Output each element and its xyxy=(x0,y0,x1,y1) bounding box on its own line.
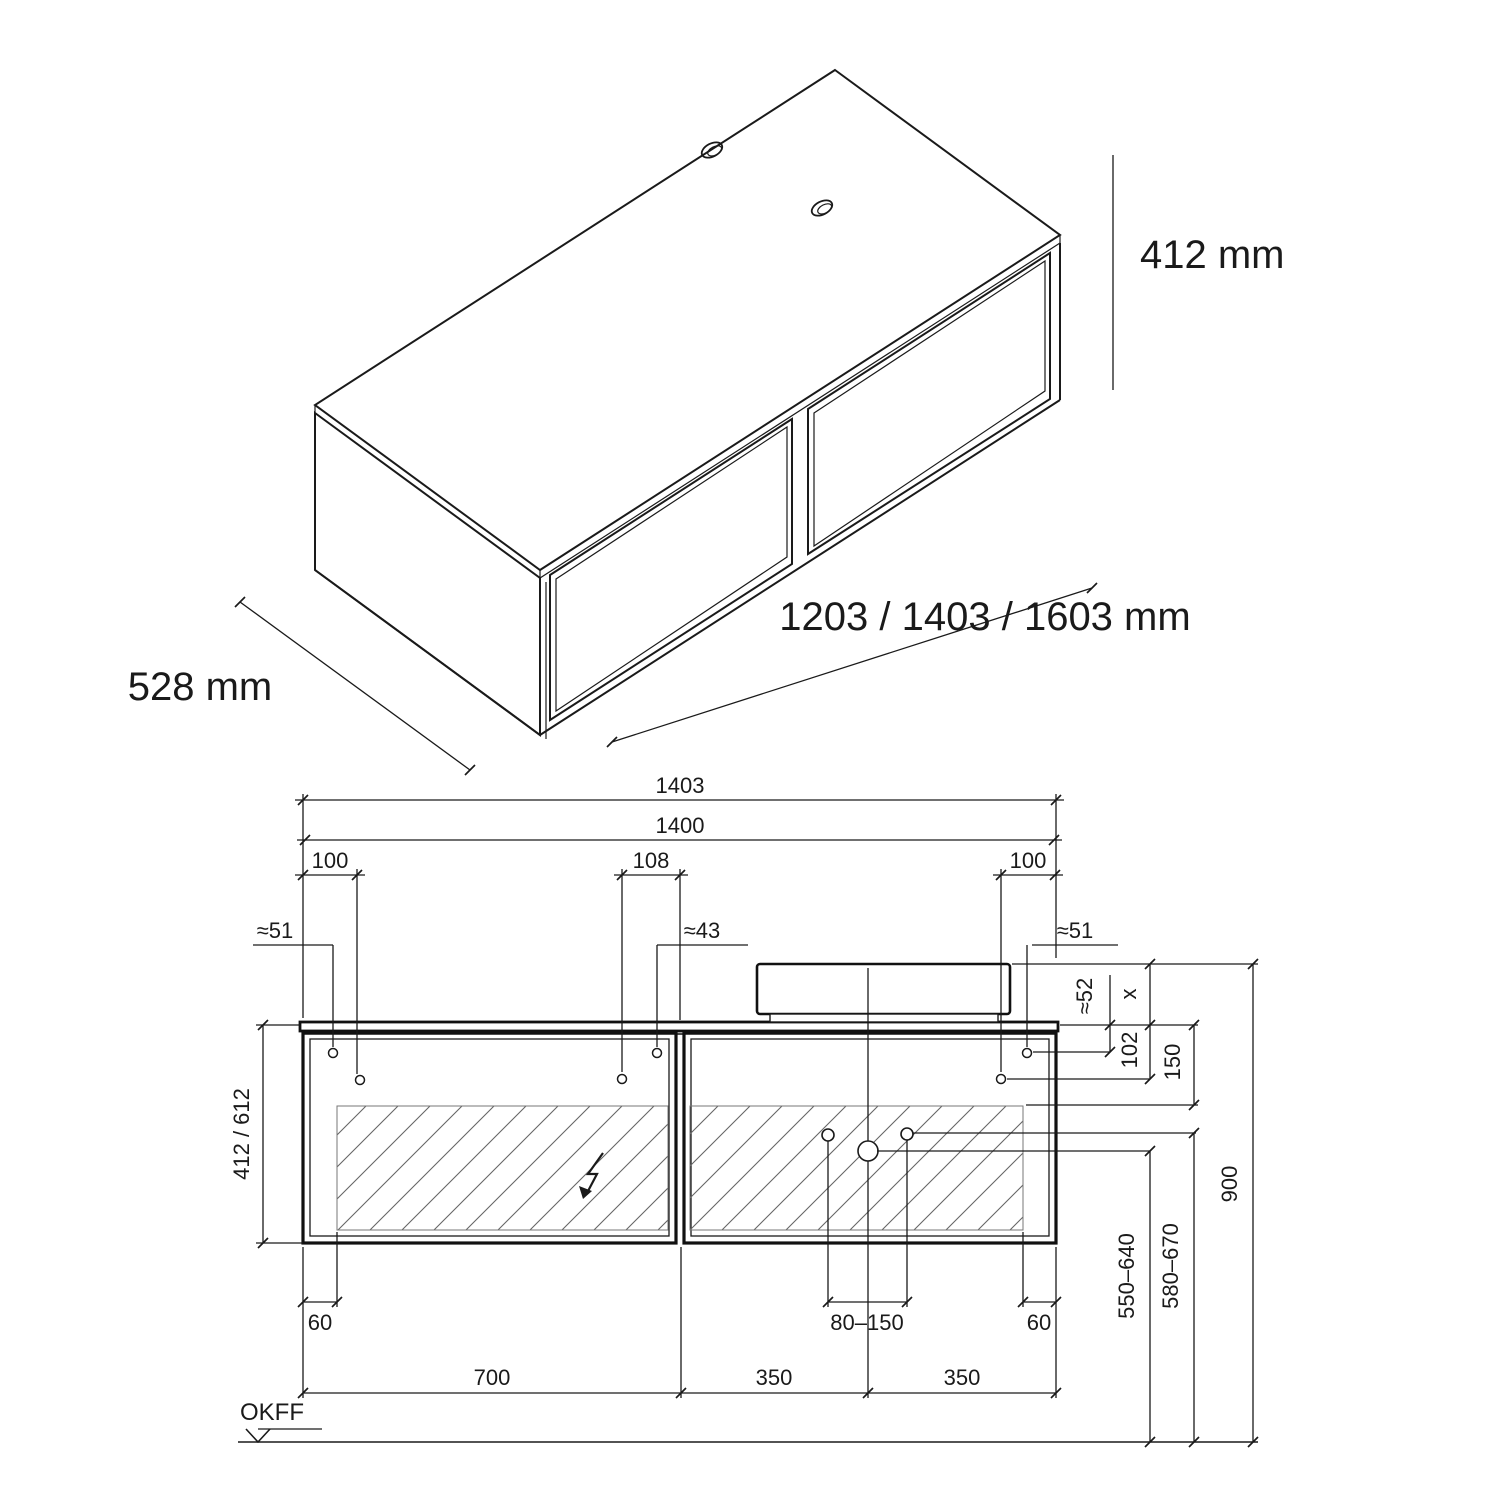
iso-right-drawer-front xyxy=(808,253,1050,554)
tap-hole-icon xyxy=(809,197,835,219)
service-zone-right xyxy=(690,1106,1023,1230)
dim-550-640: 550–640 xyxy=(1114,1233,1139,1319)
dim-60-left: 60 xyxy=(307,1310,333,1335)
dim-1403: 1403 xyxy=(655,773,705,798)
dim-approx51-right: ≈51 xyxy=(1056,918,1094,943)
dim-700: 700 xyxy=(473,1365,511,1390)
countertop xyxy=(300,1022,1058,1031)
connection-point xyxy=(822,1129,834,1141)
dim-900: 900 xyxy=(1217,1165,1242,1203)
dim-350-right: 350 xyxy=(943,1365,981,1390)
dim-350-left: 350 xyxy=(755,1365,793,1390)
dim-approx43: ≈43 xyxy=(683,918,721,943)
service-zone-left xyxy=(337,1106,668,1230)
iso-right-drawer-inner xyxy=(814,261,1045,546)
iso-slab-edge xyxy=(315,243,1060,578)
datum-level-icon xyxy=(246,1429,270,1442)
dim-580-670: 580–670 xyxy=(1158,1223,1183,1309)
iso-bottom-edges xyxy=(315,400,1060,735)
iso-left-drawer-front xyxy=(550,419,792,720)
dim-150: 150 xyxy=(1160,1043,1185,1081)
connection-point xyxy=(901,1128,913,1140)
dim-108: 108 xyxy=(632,848,670,873)
dim-80-150: 80–150 xyxy=(830,1310,904,1335)
dim-approx52: ≈52 xyxy=(1072,977,1097,1015)
basin xyxy=(757,964,1010,1022)
iso-left-drawer-inner xyxy=(556,427,787,711)
iso-left-face xyxy=(315,413,540,735)
elevation-view xyxy=(229,773,1258,1447)
dim-100-left: 100 xyxy=(311,848,349,873)
iso-depth-dim-line xyxy=(240,602,470,770)
dim-1400: 1400 xyxy=(655,813,705,838)
iso-height-label: 412 mm xyxy=(1140,233,1285,277)
dim-102: 102 xyxy=(1117,1031,1142,1069)
dim-412-612: 412 / 612 xyxy=(229,1088,254,1180)
okff-label: OKFF xyxy=(240,1399,304,1426)
iso-dimensions xyxy=(128,155,1285,775)
dim-x: x xyxy=(1116,988,1141,1000)
dim-approx51-left: ≈51 xyxy=(256,918,294,943)
fixing-points xyxy=(329,1049,1032,1085)
dim-100-right: 100 xyxy=(1009,848,1047,873)
dim-60-right: 60 xyxy=(1026,1310,1052,1335)
iso-width-label: 1203 / 1403 / 1603 mm xyxy=(779,595,1191,639)
drain-point xyxy=(858,1141,878,1161)
iso-depth-label: 528 mm xyxy=(127,665,273,709)
iso-view xyxy=(128,70,1285,775)
elevation-cabinet xyxy=(300,964,1058,1243)
